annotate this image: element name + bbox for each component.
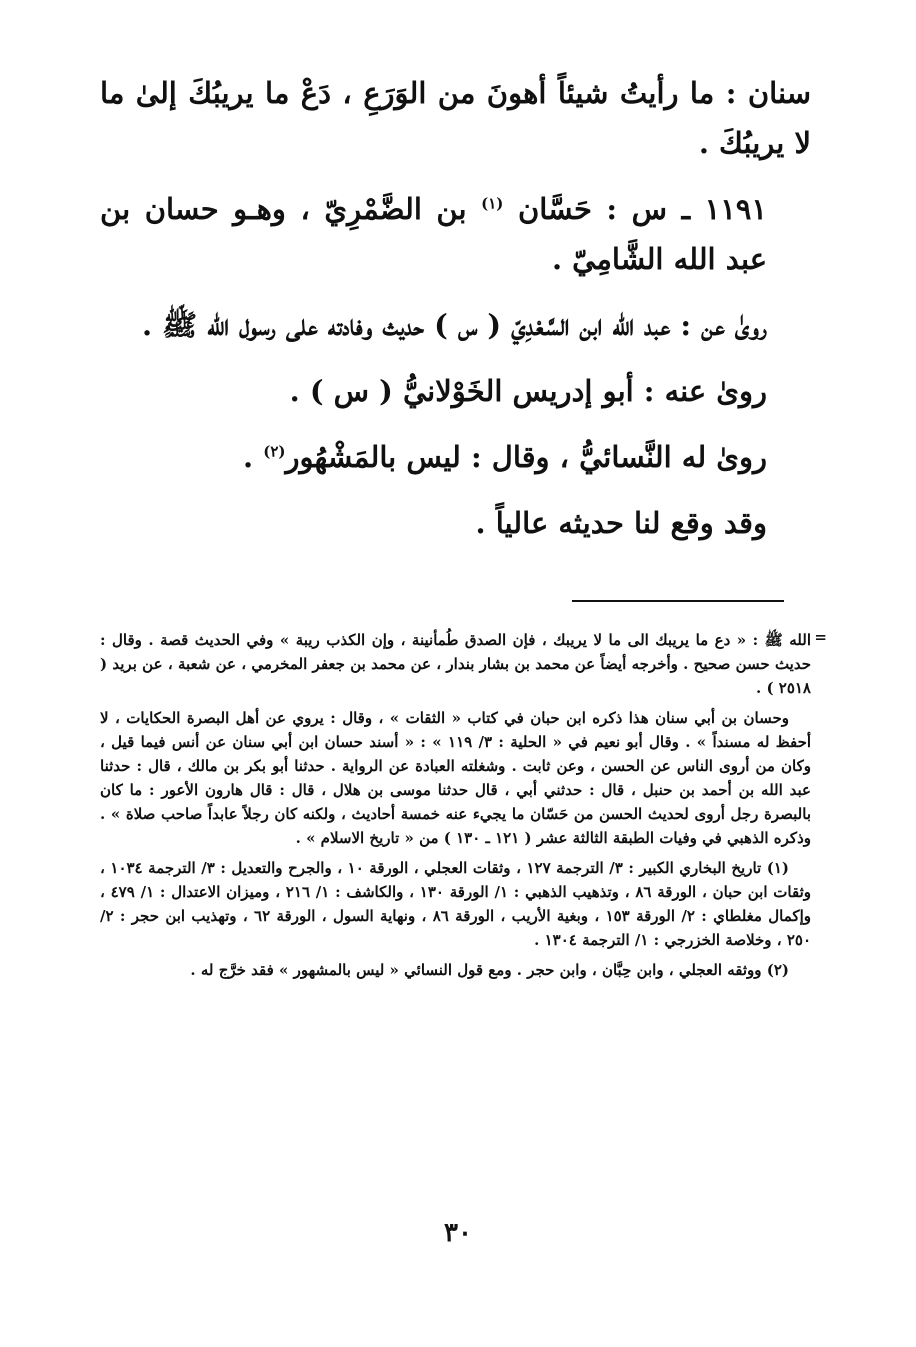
narrated-from: روىٰ عن : عبد الله ابن السَّعْدِيّ ( س ) حديث وفادته على رسول الله ﷺ . xyxy=(141,308,767,342)
continuation-mark: = xyxy=(814,628,827,646)
footnote-2: (٢) ووثقه العجلي ، وابن حِبَّان ، وابن حجر . ومع قول النسائي « ليس بالمشهور » فقد خرَّج له . xyxy=(190,961,789,979)
nasai-remark-end: . xyxy=(243,440,254,474)
entry-heading xyxy=(100,184,811,284)
footnote-1: (١) تاريخ البخاري الكبير : ٣/ الترجمة ١٢٧ ، وثقات العجلي ، الورقة ١٠ ، والجرح والتعديل : ٣/ الترجمة ١٠٣٤ ، وثقات ابن حبان ، الورقة ٨٦ ، وتذهيب الذهبي : ١/ الورقة ١٣٠ ، والكاشف : ١/ ٢١٦ ، وميزان الاعتدال : ١/ ٤٧٩ ، وإكمال مغلطاي : ٢/ الورقة ١٥٣ ، وبغية الأريب ، الورقة ٨٦ ، ونهاية السول ، الورقة ٦٢ ، وتهذيب ابن حجر : ٢/ ٢٥٠ ، وخلاصة الخزرجي : ١/ الترجمة ١٣٠٤ . xyxy=(100,859,811,949)
main-text xyxy=(100,68,811,548)
footnote-continued: الله ﷺ : « دع ما يريبك الى ما لا يريبك ، فإن الصدق طُمأنينة ، وإن الكذب ريبة » وفي الحديث قصة . وقال : حديث حسن صحيح . وأخرجه أيضاً عن محمد بن بشار بندار ، عن محمد بن جعفر المخرمي ، عن شعبة ، عن بريد ( ٢٥١٨ ) . xyxy=(100,631,811,697)
nasai-remark-text: روىٰ له النَّسائيُّ ، وقال : ليس بالمَشْهُور xyxy=(285,440,767,474)
nasai-remark xyxy=(100,432,811,482)
paragraph-continuation: سنان : ما رأيتُ شيئاً أهونَ من الوَرَعِ ، دَعْ ما يريبُكَ إلىٰ ما لا يريبُكَ . xyxy=(100,76,811,160)
entry-lineage: بن الضَّمْرِيّ ، وهـو حسان بن عبد الله الشَّامِيّ . xyxy=(100,192,767,276)
footnote-separator xyxy=(572,600,784,602)
footnote-paragraph: وحسان بن أبي سنان هذا ذكره ابن حبان في كتاب « الثقات » ، وقال : يروي عن أهل البصرة الحكايات ، لا أحفظ له مسنداً » . وقال أبو نعيم في « الحلية : ٣/ ١١٩ » : « أسند حسان ابن أبي سنان عن أنس فيما قيل ، وكان من أروى الناس عن الحسن ، وعن ثابت . وشغلته العبادة عن الرواية . حدثنا أبو بكر بن مالك ، قال : حدثنا عبد الله بن أحمد بن حنبل ، قال : حدثني أبي ، قال حدثنا موسى بن هلال ، قال : قال هارون الأعور : ما كان بالبصرة رجل أروى لحديث الحسن من حَسّان ما يجيء عنه خمسة أحاديث ، ولكنه كان رجلاً عابداً صاحب صلاة » . وذكره الذهبي في وفيات الطبقة الثالثة عشر ( ١٢١ ـ ١٣٠ ) من « تاريخ الاسلام » . xyxy=(100,709,812,847)
footnote-ref-2[interactable]: (٢) xyxy=(263,442,286,461)
footnote-ref-1[interactable]: (١) xyxy=(481,194,504,213)
footnotes xyxy=(100,628,827,982)
page-number: ٣٠ xyxy=(444,1218,472,1248)
closing-line: وقد وقع لنا حديثه عالياً . xyxy=(475,506,767,540)
narrated-by: روىٰ عنه : أبو إدريس الخَوْلانيُّ ( س ) . xyxy=(289,374,767,408)
entry-number-name: ١١٩١ ـ س : حَسَّان xyxy=(517,192,767,226)
